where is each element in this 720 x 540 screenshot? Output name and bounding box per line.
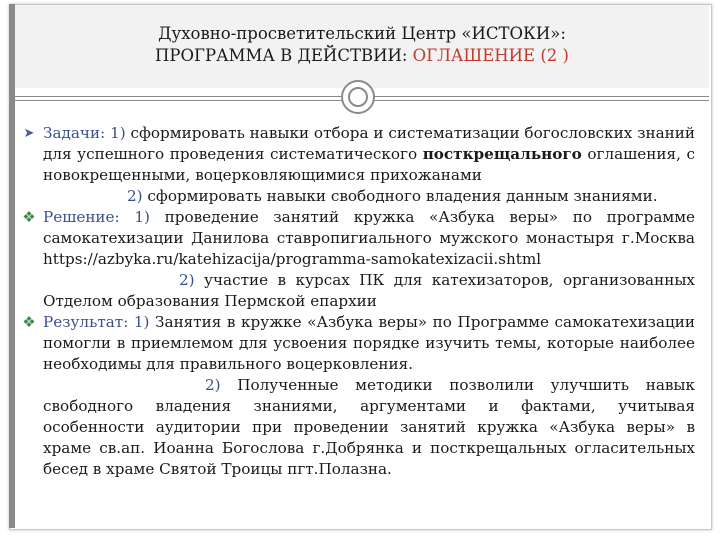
slide-title (20, 23, 704, 67)
tasks-item-2-text: сформировать навыки свободного владения данным знаниями. (147, 187, 658, 205)
solution-heading: Решение: (43, 208, 120, 226)
tasks-item-2-number: 2) (127, 187, 143, 205)
circle-ornament-icon (341, 80, 375, 114)
title-line-2 (20, 45, 704, 67)
diamond-bullet-icon: ❖ (22, 208, 36, 226)
solution-paragraph (22, 207, 696, 270)
result-item-2 (43, 375, 695, 480)
tasks-heading: Задачи: (43, 124, 106, 142)
solution-item-1-text: проведение занятий кружка «Азбука веры» по программе самокатехизации Данилова ставропигиального мужского монастыря г.Москва https://azbyka.ru/katehizacija/programma-samokatexizacii.shtml (43, 208, 696, 268)
solution-item-2 (43, 270, 695, 312)
slide-body (22, 123, 696, 480)
title-line-2-main: ПРОГРАММА В ДЕЙСТВИИ: (155, 46, 413, 65)
arrow-bullet-icon: ➤ (23, 126, 35, 141)
tasks-item-1-emphasis: посткрещального (422, 145, 582, 163)
result-item-1-number: 1) (133, 313, 150, 331)
result-item-2-number: 2) (205, 376, 221, 394)
result-paragraph (22, 312, 695, 375)
tasks-paragraph (23, 123, 696, 186)
tasks-item-1-text: сформировать навыки отбора и систематизации богословских знаний для успешного проведения систематического (43, 124, 696, 163)
diamond-bullet-icon: ❖ (22, 313, 36, 331)
solution-item-2-text: участие в курсах ПК для катехизаторов, организованных Отделом образования Пермской епархии (43, 271, 695, 310)
title-line-2-accent: ОГЛАШЕНИЕ (2 ) (412, 46, 569, 65)
tasks-item-2 (43, 186, 695, 207)
tasks-item-1-number: 1) (110, 124, 126, 142)
solution-item-1-number: 1) (134, 208, 150, 226)
result-item-1-text: Занятия в кружке «Азбука веры» по Программе самокатехизации помогли в приемлемом для усвоения порядке изучить темы, которые наиболее необходимы для правильного воцерковления. (43, 313, 695, 373)
solution-item-2-number: 2) (179, 271, 195, 289)
result-heading: Результат: (43, 313, 129, 331)
title-line-1: Духовно-просветительский Центр «ИСТОКИ»: (158, 24, 566, 43)
result-item-2-text: Полученные методики позволили улучшить навык свободного владения знаниями, аргументами и фактами, учитывая особенности аудитории при проведении занятий кружка «Азбука веры» в храме св.ап. Иоанна Богослова г.Добрянка и посткрещальных огласительных бесед в храме Святой Троицы пгт.Полазна. (43, 376, 696, 478)
tasks-item-1-text-end: оглашения, с новокрещенными, воцерковляющимися прихожанами (43, 145, 695, 184)
